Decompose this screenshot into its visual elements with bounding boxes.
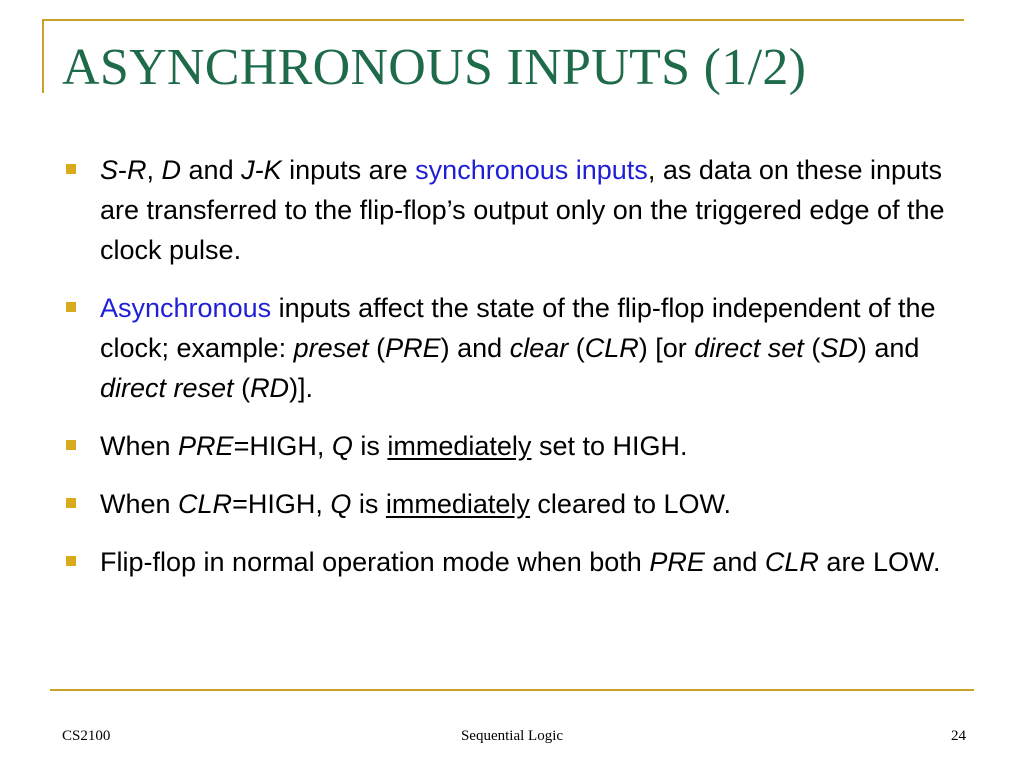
bullet-item-normal-mode [62, 542, 962, 582]
term-q: Q [331, 431, 353, 461]
text: ( [368, 333, 386, 363]
square-bullet-icon [66, 302, 76, 312]
footer-page-number: 24 [951, 728, 966, 744]
text: and [181, 155, 242, 185]
text: ( [233, 373, 251, 403]
square-bullet-icon [66, 440, 76, 450]
text: ( [803, 333, 821, 363]
bullet-item-clr-high [62, 484, 962, 524]
term-sd: SD [820, 333, 858, 363]
slide-title: ASYNCHRONOUS INPUTS (1/2) [62, 39, 807, 96]
footer-topic: Sequential Logic [460, 728, 564, 744]
term-clr: CLR [764, 547, 819, 577]
text: cleared to LOW. [529, 489, 732, 519]
text: inputs are [281, 155, 416, 185]
text: When [100, 489, 179, 519]
text: Flip-flop in normal operation mode when both [100, 547, 650, 577]
term-direct-set: direct set [694, 333, 804, 363]
square-bullet-icon [66, 556, 76, 566]
term-d: D [161, 155, 182, 185]
text: is [351, 489, 386, 519]
highlight-asynchronous: Asynchronous [100, 293, 272, 323]
term-r: R [127, 155, 147, 185]
term-q: Q [330, 489, 352, 519]
term-rd: RD [250, 373, 290, 403]
term-s: S [100, 155, 119, 185]
highlight-synchronous-inputs: synchronous inputs [415, 155, 648, 185]
text: =HIGH, [233, 431, 332, 461]
square-bullet-icon [66, 164, 76, 174]
text: When [100, 431, 179, 461]
text: are LOW. [818, 547, 941, 577]
title-decoration-left-line [42, 19, 44, 93]
text: - [118, 155, 128, 185]
term-clr: CLR [584, 333, 639, 363]
text: ) and [440, 333, 510, 363]
term-clr: CLR [178, 489, 233, 519]
bullet-item-synchronous [62, 150, 962, 270]
term-pre: PRE [178, 431, 234, 461]
square-bullet-icon [66, 498, 76, 508]
text: ( [568, 333, 585, 363]
text: ) and [857, 333, 920, 363]
term-pre: PRE [385, 333, 441, 363]
term-clear: clear [509, 333, 569, 363]
text: =HIGH, [232, 489, 331, 519]
underlined-immediately: immediately [387, 431, 532, 461]
underlined-immediately: immediately [385, 489, 530, 519]
term-jk: J-K [241, 155, 282, 185]
text: set to HIGH. [531, 431, 688, 461]
text: is [352, 431, 388, 461]
text: , as data on these inputs are transferred to the flip-flop’s output only on the triggered edge of the clock pulse. [100, 155, 945, 265]
bullet-list [62, 150, 962, 600]
bullet-item-asynchronous [62, 288, 962, 408]
title-decoration-top-line [42, 19, 964, 21]
bullet-item-pre-high [62, 426, 962, 466]
term-preset: preset [293, 333, 369, 363]
text: )]. [289, 373, 314, 403]
footer-divider [50, 689, 974, 691]
text: ) [or [638, 333, 695, 363]
text: and [704, 547, 765, 577]
term-direct-reset: direct reset [100, 373, 234, 403]
text: , [146, 155, 162, 185]
footer-course-code: CS2100 [62, 728, 111, 744]
term-pre: PRE [649, 547, 705, 577]
text: inputs affect the state of the flip-flop independent of the clock; example: [100, 293, 936, 363]
